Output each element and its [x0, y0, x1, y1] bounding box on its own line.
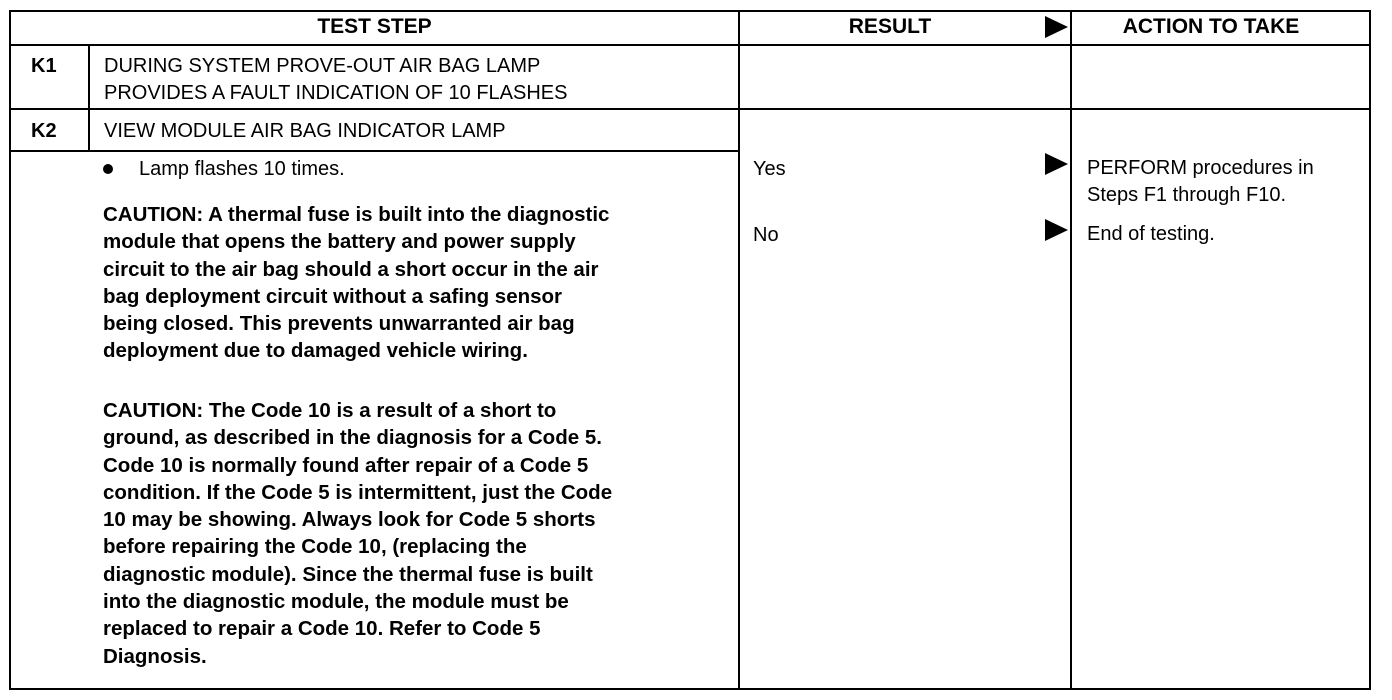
action-no-line: End of testing. [1087, 223, 1215, 245]
step-id-k1: K1 [31, 55, 57, 77]
step-k2-title: VIEW MODULE AIR BAG INDICATOR LAMP [104, 120, 506, 142]
caution1-line: being closed. This prevents unwarranted air bag [103, 312, 575, 336]
caution1-line: CAUTION: A thermal fuse is built into the diagnostic [103, 203, 610, 226]
row-divider-k1 [9, 108, 1371, 110]
caution2-line: condition. If the Code 5 is intermittent, just the Code [103, 480, 613, 504]
header-arrow-icon [1045, 16, 1068, 38]
action-column-divider [1070, 10, 1072, 690]
action-yes-line: Steps F1 through F10. [1087, 184, 1287, 206]
caution2-line: ground, as described in the diagnosis for a Code 5. [103, 426, 602, 450]
caution2-line: into the diagnostic module, the module must be [103, 590, 569, 614]
caution1-line: bag deployment circuit without a safing sensor [103, 284, 563, 308]
header-test-step: TEST STEP [317, 15, 432, 38]
caution1-line: circuit to the air bag should a short occur in the air [103, 257, 599, 281]
step-k1-line-2: PROVIDES A FAULT INDICATION OF 10 FLASHES [104, 82, 568, 104]
caution2-line: Diagnosis. [103, 644, 207, 668]
result-yes: Yes [753, 158, 786, 180]
result-no: No [753, 224, 779, 246]
action-no [1087, 221, 1215, 248]
header-result: RESULT [848, 15, 932, 38]
header-divider [9, 44, 1371, 46]
step-k1-line-1: DURING SYSTEM PROVE-OUT AIR BAG LAMP [104, 55, 541, 77]
result-no-arrow-icon [1045, 219, 1068, 241]
result-yes-arrow-icon [1045, 153, 1068, 175]
table-border-right [1369, 10, 1371, 690]
bullet-icon [103, 164, 113, 174]
caution1-line: module that opens the battery and power supply [103, 230, 576, 254]
action-yes-line: PERFORM procedures in [1087, 157, 1314, 179]
header-action: ACTION TO TAKE [1122, 15, 1300, 38]
caution2-line: 10 may be showing. Always look for Code 5 shorts [103, 508, 596, 532]
caution2-line: replaced to repair a Code 10. Refer to Code 5 [103, 617, 541, 641]
caution2-line: Code 10 is normally found after repair of a Code 5 [103, 453, 589, 477]
caution2-line: CAUTION: The Code 10 is a result of a short to [103, 399, 557, 422]
caution1-line: deployment due to damaged vehicle wiring. [103, 339, 528, 363]
caution-code-10 [103, 397, 612, 670]
caution2-line: before repairing the Code 10, (replacing the [103, 535, 527, 559]
table-border-top [9, 10, 1371, 12]
table-border-bottom [9, 688, 1371, 690]
table-border-left [9, 10, 11, 690]
row-divider-k2-title [9, 150, 740, 152]
step-id-k2: K2 [31, 120, 57, 142]
caution-thermal-fuse [103, 201, 609, 365]
step-k2-bullet-text: Lamp flashes 10 times. [139, 158, 345, 180]
caution2-line: diagnostic module). Since the thermal fuse is built [103, 562, 593, 586]
action-yes [1087, 155, 1314, 209]
result-column-divider [738, 10, 740, 690]
id-column-divider [88, 44, 90, 152]
